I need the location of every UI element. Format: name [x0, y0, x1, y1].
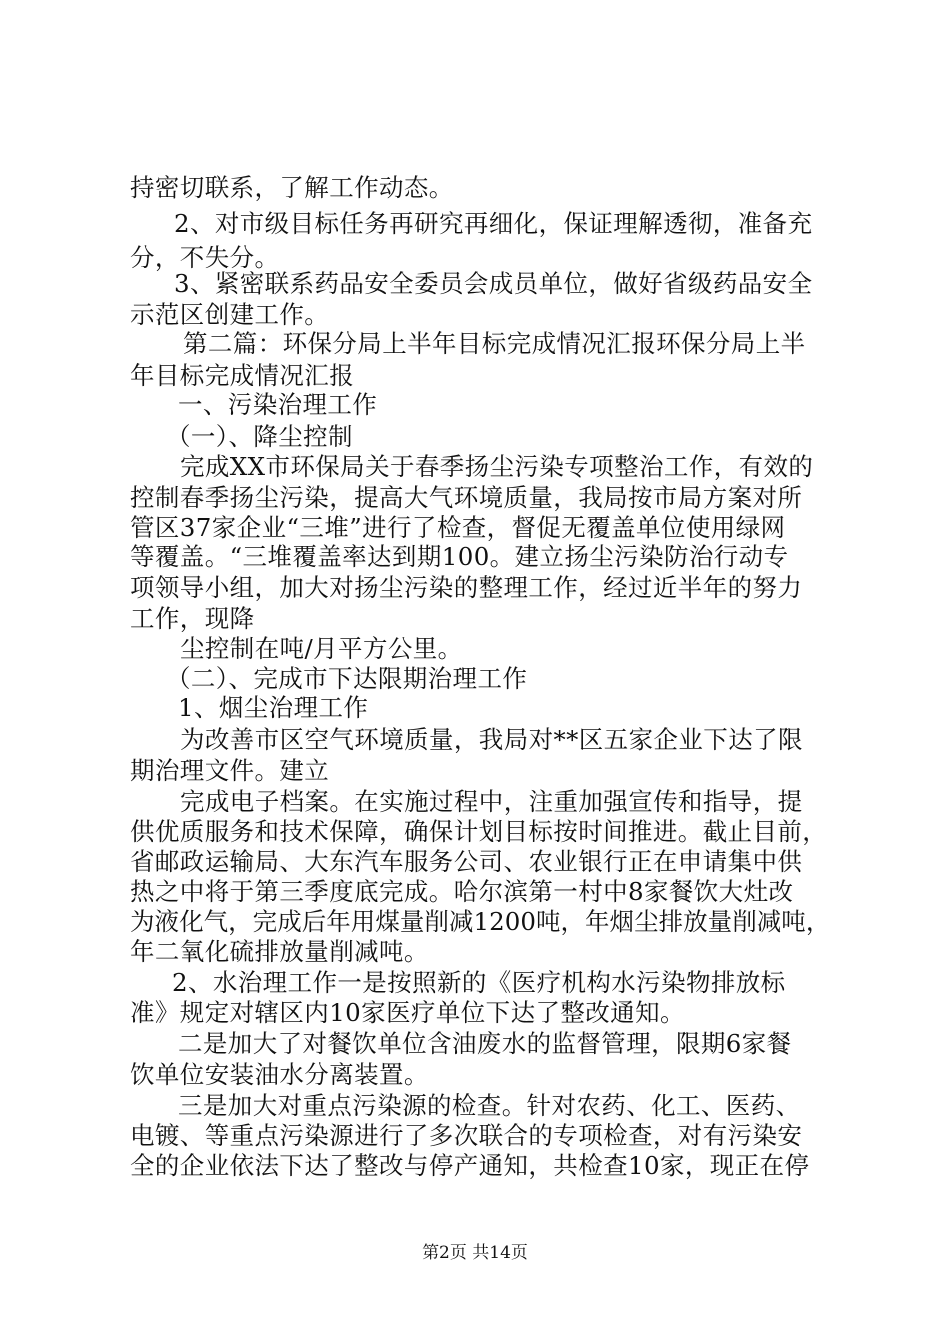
text-line: 供优质服务和技术保障，确保计划目标按时间推进。截止目前，	[130, 817, 828, 846]
text-line: 完成XX市环保局关于春季扬尘污染专项整治工作，有效的	[180, 452, 814, 481]
text-line: 等覆盖。“三堆覆盖率达到期100。建立扬尘污染防治行动专	[130, 542, 789, 571]
subheading: （二）、完成市下达限期治理工作	[166, 664, 528, 693]
subheading: （一）、降尘控制	[166, 422, 353, 451]
text-line: 3、紧密联系药品安全委员会成员单位，做好省级药品安全	[174, 269, 813, 298]
text-line: 尘控制在吨/月平方公里。	[180, 634, 463, 663]
text-line: 准》规定对辖区内10家医疗单位下达了整改通知。	[130, 998, 685, 1027]
text-line: 分，不失分。	[130, 243, 280, 272]
subheading: 一、污染治理工作	[178, 390, 378, 419]
text-line: 年二氧化硫排放量削减吨。	[130, 937, 429, 966]
text-line: 持密切联系，了解工作动态。	[130, 173, 454, 202]
text-line: 省邮政运输局、大东汽车服务公司、农业银行正在申请集中供	[130, 847, 803, 876]
section-heading: 年目标完成情况汇报	[130, 361, 355, 390]
text-line: 期治理文件。建立	[130, 756, 330, 785]
text-line: 管区37家企业“三堆”进行了检查，督促无覆盖单位使用绿网	[130, 513, 786, 542]
text-line: 项领导小组，加大对扬尘污染的整理工作，经过近半年的努力	[130, 573, 803, 602]
text-line: 热之中将于第三季度底完成。哈尔滨第一村中8家餐饮大灶改	[130, 877, 794, 906]
text-line: 2、对市级目标任务再研究再细化，保证理解透彻，准备充	[174, 209, 813, 238]
page-number-footer: 第2页 共14页	[422, 1243, 528, 1263]
text-line: 控制春季扬尘污染，提高大气环境质量，我局按市局方案对所	[130, 483, 803, 512]
text-line: 全的企业依法下达了整改与停产通知，共检查10家，现正在停	[130, 1151, 810, 1180]
text-line: 完成电子档案。在实施过程中，注重加强宣传和指导，提	[180, 787, 803, 816]
text-line: 电镀、等重点污染源进行了多次联合的专项检查，对有污染安	[130, 1121, 803, 1150]
text-line: 饮单位安装油水分离装置。	[130, 1060, 429, 1089]
text-line: 2、水治理工作一是按照新的《医疗机构水污染物排放标	[172, 968, 786, 997]
text-line: 为改善市区空气环境质量，我局对**区五家企业下达了限	[180, 725, 803, 754]
text-line: 为液化气，完成后年用煤量削减1200吨，年烟尘排放量削减吨，	[130, 907, 831, 936]
text-line: 三是加大对重点污染源的检查。针对农药、化工、医药、	[178, 1091, 801, 1120]
text-line: 示范区创建工作。	[130, 300, 330, 329]
subheading: 1、烟尘治理工作	[178, 693, 369, 722]
text-line: 二是加大了对餐饮单位含油废水的监督管理，限期6家餐	[178, 1029, 792, 1058]
section-heading: 第二篇：环保分局上半年目标完成情况汇报环保分局上半	[183, 329, 806, 358]
text-line: 工作，现降	[130, 604, 255, 633]
